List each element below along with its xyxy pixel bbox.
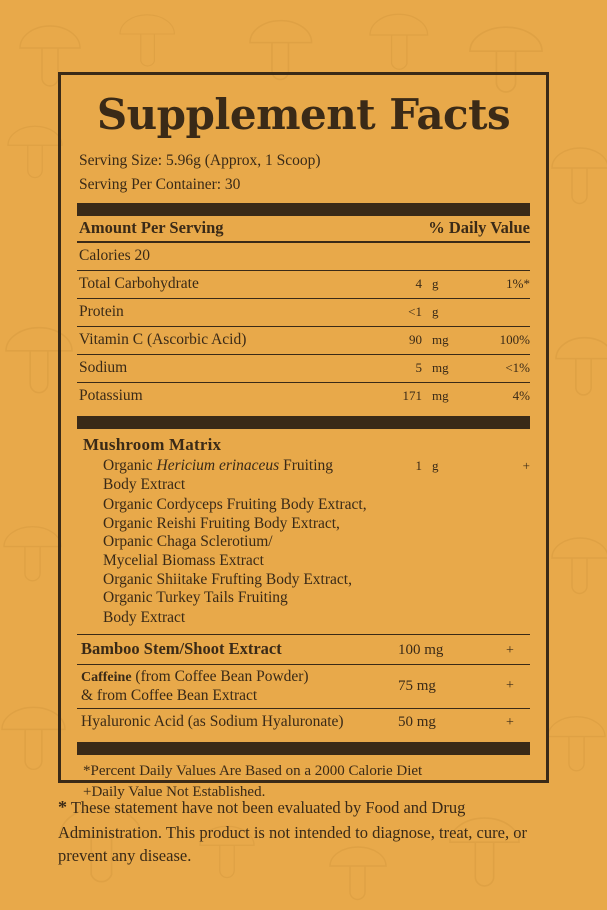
mushroom-matrix-title: Mushroom Matrix xyxy=(83,435,222,455)
ingredient-name-block xyxy=(81,667,398,706)
matrix-line: Organic Turkey Tails Fruiting xyxy=(103,589,288,607)
nutrient-amount: 5 xyxy=(415,360,422,376)
table-row xyxy=(77,383,530,410)
nutrient-daily-value: 4% xyxy=(512,388,530,404)
footnote-percent-daily-value: *Percent Daily Values Are Based on a 2000 Calorie Diet xyxy=(83,763,423,780)
matrix-unit: g xyxy=(432,458,439,474)
nutrient-unit: mg xyxy=(432,332,449,348)
table-row xyxy=(77,299,530,327)
nutrient-daily-value: 100% xyxy=(499,332,530,348)
table-row xyxy=(77,243,530,271)
supplement-facts-panel xyxy=(58,72,549,801)
divider-thick-bottom xyxy=(77,742,530,755)
table-row-hyaluronic-acid xyxy=(77,709,530,736)
ingredient-amount: 75 mg xyxy=(398,677,436,694)
matrix-amount: 1 xyxy=(415,458,422,474)
matrix-line: Organic Reishi Fruiting Body Extract, xyxy=(103,514,340,532)
divider-thick-top xyxy=(77,203,530,216)
ingredient-daily-value: + xyxy=(506,678,514,693)
matrix-line: Body Extract xyxy=(103,476,186,494)
table-row xyxy=(77,271,530,299)
nutrient-amount: 90 xyxy=(409,332,422,348)
matrix-prefix: Organic xyxy=(103,457,157,475)
table-row-caffeine xyxy=(77,665,530,710)
table-row xyxy=(77,355,530,383)
table-header xyxy=(77,216,530,243)
page-title: Supplement Facts xyxy=(96,90,511,139)
nutrient-name: Vitamin C (Ascorbic Acid) xyxy=(79,331,247,349)
header-amount-per-serving: Amount Per Serving xyxy=(79,218,224,238)
nutrient-name: Total Carbohydrate xyxy=(79,275,199,293)
matrix-line: Organic Shiitake Frufting Body Extract, xyxy=(103,571,352,589)
nutrient-unit: mg xyxy=(432,388,449,404)
matrix-first-name xyxy=(103,457,368,475)
ingredient-name: Bamboo Stem/Shoot Extract xyxy=(81,638,282,658)
caffeine-label: Caffeine xyxy=(81,669,132,685)
nutrient-daily-value: <1% xyxy=(505,360,530,376)
header-daily-value: % Daily Value xyxy=(428,218,530,238)
caffeine-source: (from Coffee Bean Powder) xyxy=(131,667,309,685)
matrix-first-row xyxy=(77,457,530,475)
nutrient-name: Protein xyxy=(79,303,124,321)
matrix-suffix: Fruiting xyxy=(279,457,334,475)
nutrient-amount: 171 xyxy=(402,388,422,404)
matrix-daily-value: + xyxy=(522,458,530,474)
matrix-line: Mycelial Biomass Extract xyxy=(103,552,264,570)
table-row-bamboo xyxy=(77,635,530,665)
matrix-line: Body Extract xyxy=(103,608,186,626)
ingredient-amount: 100 mg xyxy=(398,641,444,658)
disclaimer-text: These statement have not been evaluated by Food and Drug Administration. This product is not intended to diagnose, treat, cure, or prevent any disease. xyxy=(58,798,527,865)
fda-disclaimer xyxy=(58,795,558,867)
matrix-line: Orpanic Chaga Sclerotium/ xyxy=(103,533,273,551)
footnote-daily-value-not-established: +Daily Value Not Established. xyxy=(83,784,266,801)
nutrient-daily-value: 1%* xyxy=(506,276,530,292)
nutrient-amount: 4 xyxy=(415,276,422,292)
nutrient-name: Potassium xyxy=(79,387,143,405)
serving-per-container-text: Serving Per Container: 30 xyxy=(79,176,241,194)
ingredient-amount: 50 mg xyxy=(398,714,436,731)
table-row xyxy=(77,327,530,355)
matrix-species-italic: Hericium erinaceus xyxy=(156,457,280,475)
nutrient-unit: g xyxy=(432,276,439,292)
nutrient-amount: <1 xyxy=(408,304,422,320)
nutrient-unit: mg xyxy=(432,360,449,376)
ingredient-daily-value: + xyxy=(506,642,514,658)
nutrient-unit: g xyxy=(432,304,439,320)
nutrient-name: Sodium xyxy=(79,359,128,377)
asterisk-icon: * xyxy=(58,797,67,817)
matrix-line: Organic Cordyceps Fruiting Body Extract, xyxy=(103,495,367,513)
nutrient-name: Calories 20 xyxy=(79,247,151,265)
ingredient-name: Hyaluronic Acid (as Sodium Hyaluronate) xyxy=(81,713,344,731)
divider-thick-matrix xyxy=(77,416,530,429)
ingredient-daily-value: + xyxy=(506,715,514,731)
serving-size-text: Serving Size: 5.96g (Approx, 1 Scoop) xyxy=(79,152,321,170)
caffeine-source-line2: & from Coffee Bean Extract xyxy=(81,687,258,705)
